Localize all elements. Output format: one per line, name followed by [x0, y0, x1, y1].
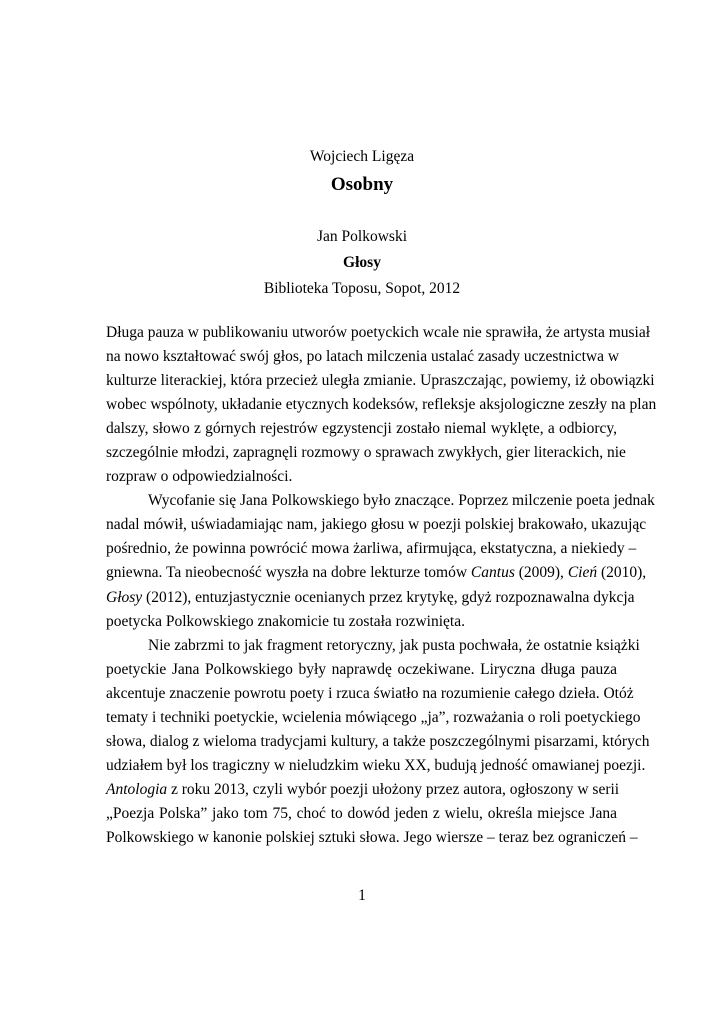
text-line: słowa, dialog z wieloma tradycjami kultury, a także poszczególnymi pisarzami, których [106, 732, 650, 750]
text-line: Wycofanie się Jana Polkowskiego było znaczące. Poprzez milczenie poeta jednak [148, 492, 655, 510]
italic-book-title: Cień [567, 564, 598, 582]
article-author: Wojciech Ligęza [309, 148, 415, 165]
text-line: nadal mówił, uświadamiając nam, jakiego głosu w poezji polskiej brakowało, ukazując [106, 516, 647, 534]
text-line: pośrednio, że powinna powrócić mowa żarliwa, afirmująca, ekstatyczna, a niekiedy – [106, 540, 637, 558]
italic-book-title: Głosy [106, 588, 143, 606]
text-line: Długa pauza w publikowaniu utworów poetyckich wcale nie sprawiła, że artysta musiał [106, 324, 651, 341]
page-number: 1 [358, 887, 366, 904]
italic-book-title: Cantus [470, 564, 515, 582]
text-line: kulturze literackiej, która przecież uległa zmianie. Upraszczając, powiemy, iż obowiązki [106, 372, 655, 390]
text-line: dalszy, słowo z górnych rejestrów egzystencji zostało niemal wyklęte, a odbiorcy, [106, 420, 617, 438]
text-line: wobec wspólnoty, układanie etycznych kodeksów, refleksje aksjologiczne zeszły na plan [106, 396, 657, 414]
text-line: poetycka Polkowskiego znakomicie tu została rozwinięta. [106, 612, 465, 630]
text-line: tematy i techniki poetyckie, wcielenia mówiącego „ja”, rozważania o roli poetyckiego [106, 708, 641, 726]
paragraph-2 [106, 489, 655, 633]
article-body [106, 321, 657, 850]
text-line: poetyckie Jana Polkowskiego były naprawdę oczekiwane. Liryczna długa pauza [106, 660, 617, 678]
text-line: udziałem był los tragiczny w nieludzkim wieku XX, budują jedność omawianej poezji. [106, 756, 646, 774]
reviewed-book-publisher: Biblioteka Toposu, Sopot, 2012 [263, 280, 461, 297]
reviewed-book-title: Głosy [343, 254, 381, 271]
reviewed-book-author: Jan Polkowski [317, 228, 407, 245]
text-line: szczególnie młodzi, zapragnęli rozmowy o sprawach zwykłych, gier literackich, nie [106, 444, 626, 462]
text-line: rozpraw o odpowiedzialności. [106, 468, 293, 486]
text-line: gniewna. Ta nieobecność wyszła na dobre lekturze tomów Cantus (2009), Cień (2010), [106, 564, 647, 582]
text-line: Głosy (2012), entuzjastycznie ocenianych przez krytykę, gdyż rozpoznawalna dykcja [106, 588, 635, 606]
text-line: Nie zabrzmi to jak fragment retoryczny, jak pusta pochwała, że ostatnie książki [148, 636, 640, 654]
paragraph-3 [106, 634, 650, 850]
italic-book-title: Antologia [106, 780, 168, 798]
article-title: Osobny [330, 174, 394, 195]
paragraph-1 [106, 321, 657, 489]
text-line: akcentuje znaczenie powrotu poety i rzuca światło na rozumienie całego dzieła. Otóż [106, 684, 634, 702]
text-line: na nowo kształtować swój głos, po latach milczenia ustalać zasady uczestnictwa w [106, 348, 620, 366]
text-line: Antologia z roku 2013, czyli wybór poezji ułożony przez autora, ogłoszony w serii [106, 780, 620, 798]
text-line: Polkowskiego w kanonie polskiej sztuki słowa. Jego wiersze – teraz bez ograniczeń – [106, 828, 638, 846]
text-line: „Poezja Polska” jako tom 75, choć to dowód jeden z wielu, określa miejsce Jana [106, 804, 617, 822]
